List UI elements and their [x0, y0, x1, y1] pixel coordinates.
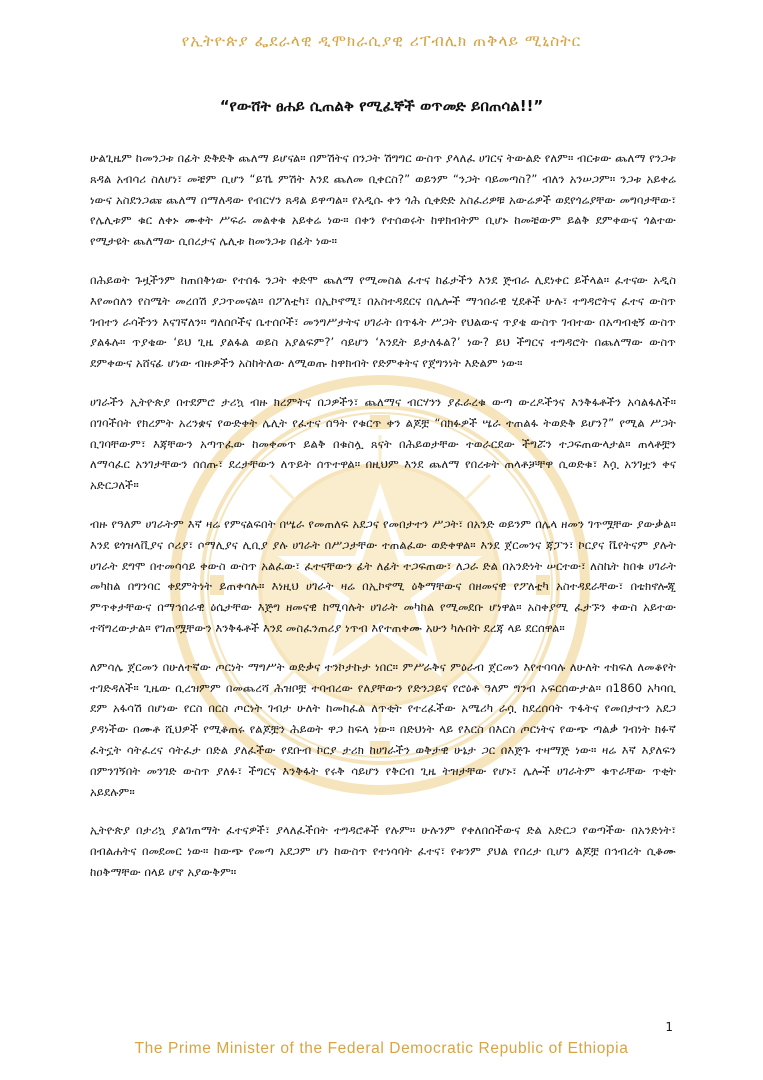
paragraph-1: ሁልጊዜም ከመንጋቱ በፊት ድቅድቅ ጨለማ ይሆናል። በምሽትና በንጋት ሽግግር ውስጥ ያላለፈ ሀገርና ትውልድ የለም። ብርቱው ጨለማ የንጋቱ ጸዳል አብሳሪ ስለሆነ፣ መቼም ቢሆን “ይኼ ምሽት እንደ ጨለመ ቢቀርስ?” ወይንም “ንጋት ባይመጣስ?” ብለን አንሠጋም። ንጋቱ አይቀሬ ነውና አስደንጋጩ ጨለማ በማለዳው የብርሃን ጸዳል ይዋጣል። የአዲሱ ቀን ጎሕ ሲቀድድ አስፈሪዎቹ አውሬዎች ወደየጎሬያቸው መግባታቸው፣ የሌሊቱም ቁር ለቀኑ ሙቀት ሥፍራ መልቀቁ አይቀሬ ነው። በቀን የተሰወሩት ከዋክብትም ቢሆኑ ከመቼውም ይልቅ ደምቀውና ጎልተው የሚታዩት ጨለማው ሲበረታና ሌሊቱ ከመንጋቱ በፊት ነው።	[90, 151, 676, 249]
paragraph-3: ሀገራችን ኢትዮጵያ በተደምሮ ታሪኳ ብዙ ክረምትና በጋዎችን፣ ጨለማና ብርሃንን ያፈራረቁ ውጣ ውረዶችንና እንቅፋቶችን አሳልፋለች። በገባችበት የክረምት አረንቋና የውድቀት ሌሊት የፈተና ሰዓት የቁርጥ ቀን ልጆቿ “በክፉዎች ሤራ ተጠልፋ ትወድቅ ይሆን?” የሚል ሥጋት ቢገባቸውም፣ እጃቸውን አጣጥፈው ከመቀመጥ ይልቅ በቁስሏ ጸናት በሕይወታቸው ተወራርደው ችግሯን ተጋፍጠውላታል። ጠላቶቿን ለማሳፈር አንገታቸውን ሰሰጡ፣ ደረታቸውን ለጥይት ሰጥተዋል። በዚህም እንደ ጨለማ የበረቱት ጠላቶቻቸዋ ሲወድቁ፣ እሷ አንገቷን ቀና አድርጋለች።	[90, 394, 676, 493]
document-body	[90, 148, 676, 901]
paragraph-2: በሕይወት ጉዟችንም ከጠበቅነው የተሰፋ ንጋት ቀድሞ ጨለማ የሚመስል ፈተና ከፊታችን እንደ ጅብራ ሊደነቀር ይችላል። ፈተናው አዲስ እየመሰለን የስሜት መረበሽ ያጋጥመናል። በፖለቲካ፣ በኢኮኖሚ፣ በአስተዳደርና በሌሎች ማኅበራዊ ሂደቶች ሁሉ፣ ተግዳሮትና ፈተና ውስጥ ገብተን ራሳችንን እናገኛለን። ግለሰቦችና ቤተሰቦች፣ መንግሥታትና ሀገራት በጥፋት ሥጋት የህልውና ጥያቄ ውስጥ ገብተው በአጣብቂኝ ውስጥ ያልፋሉ። ጥያቄው ‘ይህ ጊዜ ያልፋል ወይስ አያልፍም?’ ሳይሆን ‘እንዴት ይታለፋል?’ ነው? ይህ ችግርና ተግዳሮት በጨለማው ውስጥ ደምቀውና አሸናፊ ሆነው ብዙዎችን አስከትለው ለሚወጡ ከዋክብት የድምቀትና የጀግንነት እድልም ነው።	[90, 272, 676, 371]
paragraph-6: ኢትዮጵያ በታሪኳ ያልገጠማት ፈተናዎች፣ ያላለፈችበት ተግዳሮቶች የሉም። ሁሉንም የቀለበሰችውና ድል አድርጋ የወጣችው በአንድነት፣ በብልሐትና በመደመር ነው። ከውጭ የመጣ አደጋም ሆነ ከውስጥ የተነሳባት ፈተና፣ የቱንም ያህል የበረታ ቢሆን ልጆቿ በኅብረት ሲቆሙ ከዐቅማቸው በላይ ሆኖ አያውቅም።	[90, 823, 676, 879]
letterhead-title: የኢትዮጵያ ፌደራላዊ ዲሞክራሲያዊ ሪፐብሊክ ጠቅላይ ሚኒስትር	[181, 32, 582, 50]
paragraph-4: ብዙ የዓለም ሀገራትም እኛ ዛሬ የምናልፍበት በሤራ የመጠለፍ አደጋና የመበታተን ሥጋት፣ በአንድ ወይንም በሌላ ዘመን ገጥሟቸው ያውቃል። እንደ ዩጎዝላቪያና ሶሪያ፣ ሶማሊያና ሊቢያ ያሉ ሀገራት በሥጋታቸው ተጠልፈው ወድቀዋል። እንደ ጀርመንና ጃፓን፣ ኮርያና ቬየትናም ያሉት ሀገራት ደግሞ በተመሳሳይ ቀውስ ውስጥ አልፈው፣ ፈተናቸውን ፊት ለፊት ተጋፍጠው፣ ለጋራ ድል በአንድነት ሠርተው፣ ለስኬት ከበቁ ሀገራት መካከል በግንባር ቀደምትነት ይጠቀሳሉ። እነዚህ ሀገራት ዛሬ በኢኮኖሚ ዕቅማቸውና በዘመናዊ የፖለቲካ አስተዳደራቸው፣ በቴክኖሎጂ ምጥቀታቸውና በማኅበራዊ ዕሴታቸው እጅግ ዘመናዊ ከሚባሉት ሀገራት መካከል የሚመደቡ ሆነዋል። አስቀያሚ ፈታኙን ቀውስ አይተው ተሻግረውታል። የገጠሟቸውን እንቅፋቶች እንደ መስፈንጠሪያ ነጥብ እየተጠቀሙ አሁን ካሉበት ደረጃ ላይ ደርሰዋል።	[90, 516, 676, 635]
paragraph-5: ለምሳሌ ጀርመን በሁለተኛው ጦርነት ማግሥት ወድቃና ተንኮታኩታ ነበር። ምሥራቅና ምዕራብ ጀርመን እየተባባሉ ለሁለት ተከፍለ ለመቆየት ተገድዳለች። ጊዜው ቢረዝምም በመጨረሻ ሕዝቦቿ ተባብረው የለያቸውን የድንጋይና የሮዕቶ ዓለም ግንብ አፍርሰውታል። በ1860 አካባቢ ደም አፋሳሽ በሆነው የርስ በርስ ጦርነት ገብታ ሁለት ከመከፈል ለጥቂት የተረፈችው አሜሪካ ራሷ ከደረሰባት ጥፋትና የመበታተን አደጋ ያዳነችው በሙቶ ሺህዎች የሚቆጠሩ የልጆቿን ሕይወት ዋጋ ከፍላ ነው። በድህነት ላይ የእርስ በእርስ ጦርነትና የውጭ ጣልቃ ገብነት ክፉኛ ፈትኗት ሳትፈረና ሳትፈታ በድል ያለፈችው የደቡብ ኮርያ ታሪክ ከሀገራችን ወቅታዊ ሁኔታ ጋር በእጅጉ ተዛማጅ ነው። ዛሬ እኛ እያለፍን በምንገኝበት መንገድ ውስጥ ያለፉ፣ ችግርና እንቅፋት የሩቅ ሳይሆን የቅርብ ጊዜ ትዝታቸው የሆኑ፣ ሌሎች ሀገራትም ቁጥራቸው ጥቂት አይደሉም።	[90, 659, 676, 799]
page-number: 1	[665, 1020, 673, 1034]
letterhead-footer: The Prime Minister of the Federal Democratic Republic of Ethiopia	[134, 1040, 629, 1057]
document-title: “የውሸት ፀሐይ ሲጠልቅ የሚፈኞች ወጥመድ ይበጠሳል!!”	[219, 97, 544, 115]
